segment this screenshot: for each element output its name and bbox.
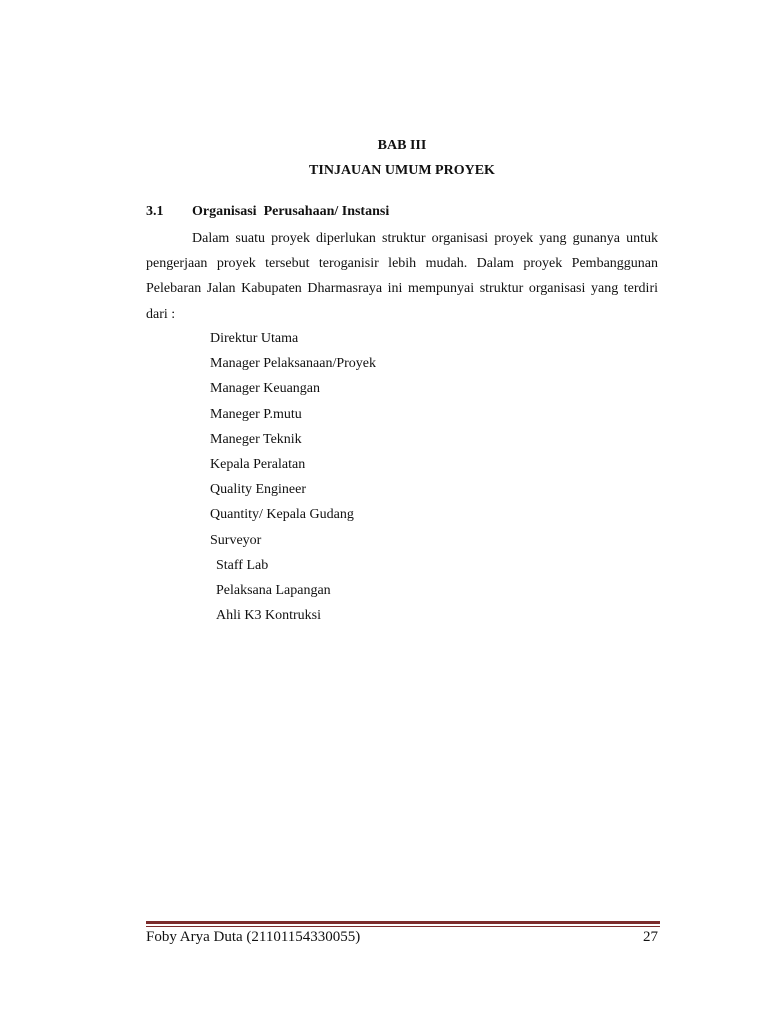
list-item: Maneger P.mutu (210, 406, 302, 422)
list-item: Manager Pelaksanaan/Proyek (210, 356, 376, 372)
section-number: 3.1 (146, 204, 164, 219)
list-item: Surveyor (210, 532, 262, 548)
list-item: Kepala Peralatan (210, 456, 306, 472)
body-paragraph (146, 226, 658, 327)
chapter-number: BAB III (377, 138, 427, 153)
chapter-title: TINJAUAN UMUM PROYEK (309, 163, 495, 178)
org-structure-list (210, 326, 376, 628)
list-item: Manager Keuangan (210, 381, 321, 397)
list-item: Direktur Utama (210, 331, 299, 346)
section-heading (146, 202, 389, 222)
list-item: Staff Lab (216, 557, 269, 573)
footer-divider-thick (146, 921, 660, 924)
list-item: Quality Engineer (210, 482, 307, 498)
footer-author: Foby Arya Duta (21101154330055) (146, 929, 361, 945)
list-item: Ahli K3 Kontruksi (216, 608, 321, 624)
paragraph-text: Dalam suatu proyek diperlukan struktur organisasi proyek yang gunanya untuk pengerjaan proyek tersebut teroganisir lebih mudah. Dalam proyek Pembanggunan Pelebaran Jalan Kabupaten Dharmasraya ini mempunyai struktur organisasi yang terdiri dari : (146, 231, 658, 322)
list-item: Maneger Teknik (210, 431, 302, 447)
section-title: Organisasi Perusahaan/ Instansi (192, 204, 390, 219)
list-item: Quantity/ Kepala Gudang (210, 507, 354, 523)
list-item: Pelaksana Lapangan (216, 582, 331, 598)
page-number: 27 (643, 929, 658, 945)
